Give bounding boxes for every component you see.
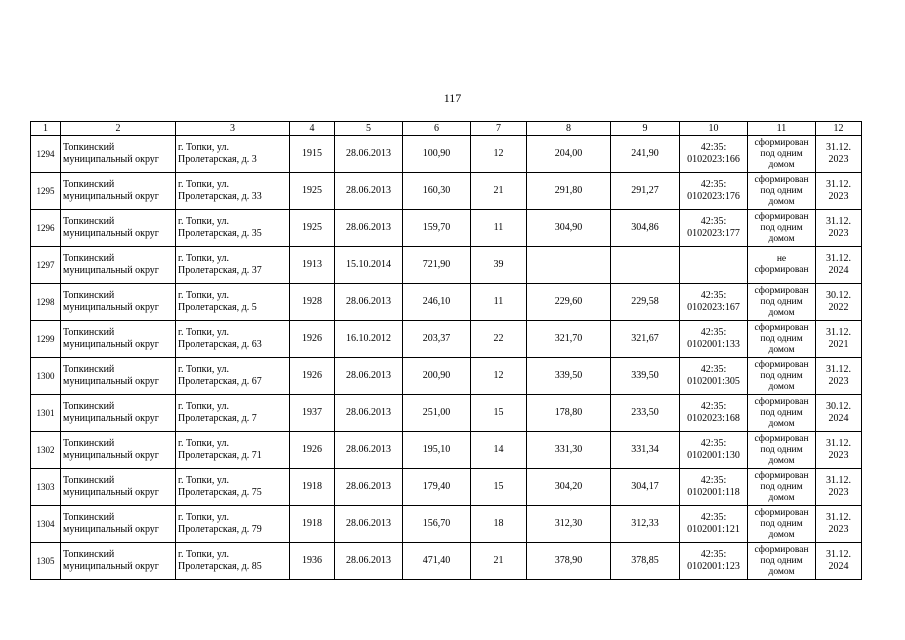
address-cell: г. Топки, ул. Пролетарская, д. 37 bbox=[176, 247, 290, 284]
table-body bbox=[31, 122, 862, 580]
column-number: 1 bbox=[31, 122, 61, 136]
address-cell: г. Топки, ул. Пролетарская, д. 71 bbox=[176, 432, 290, 469]
apartments-count-cell: 11 bbox=[471, 284, 527, 321]
deadline-cell: 31.12. 2024 bbox=[816, 247, 862, 284]
cadastral-number-cell bbox=[680, 247, 748, 284]
registration-date-cell: 28.06.2013 bbox=[335, 136, 403, 173]
column-number: 11 bbox=[748, 122, 816, 136]
common-area-cell bbox=[611, 247, 680, 284]
apartments-count-cell: 18 bbox=[471, 506, 527, 543]
district-cell: Топкинский муниципальный округ bbox=[61, 136, 176, 173]
living-area-cell: 304,20 bbox=[527, 469, 611, 506]
living-area-cell: 321,70 bbox=[527, 321, 611, 358]
cadastral-number-cell: 42:35: 0102001:123 bbox=[680, 543, 748, 580]
cadastral-number-cell: 42:35: 0102023:168 bbox=[680, 395, 748, 432]
table-row bbox=[31, 210, 862, 247]
year-built-cell: 1918 bbox=[290, 469, 335, 506]
registration-date-cell: 28.06.2013 bbox=[335, 358, 403, 395]
common-area-cell: 233,50 bbox=[611, 395, 680, 432]
year-built-cell: 1925 bbox=[290, 210, 335, 247]
deadline-cell: 30.12. 2024 bbox=[816, 395, 862, 432]
year-built-cell: 1936 bbox=[290, 543, 335, 580]
district-cell: Топкинский муниципальный округ bbox=[61, 321, 176, 358]
district-cell: Топкинский муниципальный округ bbox=[61, 210, 176, 247]
address-cell: г. Топки, ул. Пролетарская, д. 7 bbox=[176, 395, 290, 432]
total-area-cell: 246,10 bbox=[403, 284, 471, 321]
apartments-count-cell: 14 bbox=[471, 432, 527, 469]
year-built-cell: 1915 bbox=[290, 136, 335, 173]
registration-date-cell: 15.10.2014 bbox=[335, 247, 403, 284]
table-row bbox=[31, 395, 862, 432]
living-area-cell bbox=[527, 247, 611, 284]
land-plot-status-cell: сформирован под одним домом bbox=[748, 321, 816, 358]
address-cell: г. Топки, ул. Пролетарская, д. 85 bbox=[176, 543, 290, 580]
total-area-cell: 100,90 bbox=[403, 136, 471, 173]
table-row bbox=[31, 284, 862, 321]
cadastral-number-cell: 42:35: 0102023:177 bbox=[680, 210, 748, 247]
cadastral-number-cell: 42:35: 0102001:133 bbox=[680, 321, 748, 358]
column-number: 8 bbox=[527, 122, 611, 136]
table-row bbox=[31, 469, 862, 506]
land-plot-status-cell: сформирован под одним домом bbox=[748, 543, 816, 580]
living-area-cell: 339,50 bbox=[527, 358, 611, 395]
column-number: 10 bbox=[680, 122, 748, 136]
registration-date-cell: 16.10.2012 bbox=[335, 321, 403, 358]
table-row bbox=[31, 506, 862, 543]
land-plot-status-cell: сформирован под одним домом bbox=[748, 210, 816, 247]
total-area-cell: 721,90 bbox=[403, 247, 471, 284]
registration-date-cell: 28.06.2013 bbox=[335, 543, 403, 580]
cadastral-number-cell: 42:35: 0102023:166 bbox=[680, 136, 748, 173]
land-plot-status-cell: сформирован под одним домом bbox=[748, 173, 816, 210]
land-plot-status-cell: сформирован под одним домом bbox=[748, 136, 816, 173]
district-cell: Топкинский муниципальный округ bbox=[61, 432, 176, 469]
living-area-cell: 331,30 bbox=[527, 432, 611, 469]
year-built-cell: 1937 bbox=[290, 395, 335, 432]
row-number-cell: 1304 bbox=[31, 506, 61, 543]
living-area-cell: 229,60 bbox=[527, 284, 611, 321]
column-number-row bbox=[31, 122, 862, 136]
address-cell: г. Топки, ул. Пролетарская, д. 33 bbox=[176, 173, 290, 210]
total-area-cell: 200,90 bbox=[403, 358, 471, 395]
common-area-cell: 304,17 bbox=[611, 469, 680, 506]
year-built-cell: 1918 bbox=[290, 506, 335, 543]
deadline-cell: 31.12. 2023 bbox=[816, 469, 862, 506]
common-area-cell: 321,67 bbox=[611, 321, 680, 358]
row-number-cell: 1294 bbox=[31, 136, 61, 173]
cadastral-number-cell: 42:35: 0102001:130 bbox=[680, 432, 748, 469]
registration-date-cell: 28.06.2013 bbox=[335, 432, 403, 469]
living-area-cell: 378,90 bbox=[527, 543, 611, 580]
cadastral-number-cell: 42:35: 0102001:118 bbox=[680, 469, 748, 506]
table-row bbox=[31, 321, 862, 358]
row-number-cell: 1301 bbox=[31, 395, 61, 432]
column-number: 9 bbox=[611, 122, 680, 136]
column-number: 6 bbox=[403, 122, 471, 136]
cadastral-number-cell: 42:35: 0102023:176 bbox=[680, 173, 748, 210]
apartments-count-cell: 12 bbox=[471, 358, 527, 395]
district-cell: Топкинский муниципальный округ bbox=[61, 247, 176, 284]
deadline-cell: 31.12. 2023 bbox=[816, 358, 862, 395]
cadastral-number-cell: 42:35: 0102023:167 bbox=[680, 284, 748, 321]
total-area-cell: 179,40 bbox=[403, 469, 471, 506]
district-cell: Топкинский муниципальный округ bbox=[61, 395, 176, 432]
total-area-cell: 195,10 bbox=[403, 432, 471, 469]
address-cell: г. Топки, ул. Пролетарская, д. 3 bbox=[176, 136, 290, 173]
deadline-cell: 31.12. 2023 bbox=[816, 506, 862, 543]
living-area-cell: 304,90 bbox=[527, 210, 611, 247]
row-number-cell: 1302 bbox=[31, 432, 61, 469]
column-number: 2 bbox=[61, 122, 176, 136]
year-built-cell: 1913 bbox=[290, 247, 335, 284]
address-cell: г. Топки, ул. Пролетарская, д. 35 bbox=[176, 210, 290, 247]
apartments-count-cell: 21 bbox=[471, 543, 527, 580]
district-cell: Топкинский муниципальный округ bbox=[61, 543, 176, 580]
land-plot-status-cell: сформирован под одним домом bbox=[748, 395, 816, 432]
row-number-cell: 1300 bbox=[31, 358, 61, 395]
column-number: 12 bbox=[816, 122, 862, 136]
address-cell: г. Топки, ул. Пролетарская, д. 79 bbox=[176, 506, 290, 543]
registration-date-cell: 28.06.2013 bbox=[335, 395, 403, 432]
deadline-cell: 30.12. 2022 bbox=[816, 284, 862, 321]
registration-date-cell: 28.06.2013 bbox=[335, 210, 403, 247]
table-row bbox=[31, 432, 862, 469]
land-plot-status-cell: сформирован под одним домом bbox=[748, 469, 816, 506]
land-plot-status-cell: сформирован под одним домом bbox=[748, 284, 816, 321]
row-number-cell: 1299 bbox=[31, 321, 61, 358]
total-area-cell: 471,40 bbox=[403, 543, 471, 580]
cadastral-number-cell: 42:35: 0102001:305 bbox=[680, 358, 748, 395]
district-cell: Топкинский муниципальный округ bbox=[61, 506, 176, 543]
address-cell: г. Топки, ул. Пролетарская, д. 75 bbox=[176, 469, 290, 506]
cadastral-number-cell: 42:35: 0102001:121 bbox=[680, 506, 748, 543]
year-built-cell: 1926 bbox=[290, 432, 335, 469]
common-area-cell: 312,33 bbox=[611, 506, 680, 543]
district-cell: Топкинский муниципальный округ bbox=[61, 358, 176, 395]
living-area-cell: 178,80 bbox=[527, 395, 611, 432]
apartments-count-cell: 22 bbox=[471, 321, 527, 358]
registration-date-cell: 28.06.2013 bbox=[335, 469, 403, 506]
row-number-cell: 1297 bbox=[31, 247, 61, 284]
common-area-cell: 229,58 bbox=[611, 284, 680, 321]
living-area-cell: 312,30 bbox=[527, 506, 611, 543]
row-number-cell: 1295 bbox=[31, 173, 61, 210]
page-number: 117 bbox=[443, 91, 462, 105]
common-area-cell: 304,86 bbox=[611, 210, 680, 247]
deadline-cell: 31.12. 2023 bbox=[816, 173, 862, 210]
total-area-cell: 156,70 bbox=[403, 506, 471, 543]
common-area-cell: 241,90 bbox=[611, 136, 680, 173]
land-plot-status-cell: сформирован под одним домом bbox=[748, 506, 816, 543]
year-built-cell: 1925 bbox=[290, 173, 335, 210]
column-number: 7 bbox=[471, 122, 527, 136]
district-cell: Топкинский муниципальный округ bbox=[61, 469, 176, 506]
living-area-cell: 204,00 bbox=[527, 136, 611, 173]
column-number: 5 bbox=[335, 122, 403, 136]
common-area-cell: 378,85 bbox=[611, 543, 680, 580]
living-area-cell: 291,80 bbox=[527, 173, 611, 210]
total-area-cell: 159,70 bbox=[403, 210, 471, 247]
apartments-count-cell: 15 bbox=[471, 395, 527, 432]
column-number: 3 bbox=[176, 122, 290, 136]
deadline-cell: 31.12. 2021 bbox=[816, 321, 862, 358]
deadline-cell: 31.12. 2023 bbox=[816, 432, 862, 469]
address-cell: г. Топки, ул. Пролетарская, д. 63 bbox=[176, 321, 290, 358]
row-number-cell: 1305 bbox=[31, 543, 61, 580]
table-row bbox=[31, 358, 862, 395]
total-area-cell: 203,37 bbox=[403, 321, 471, 358]
table-row bbox=[31, 173, 862, 210]
row-number-cell: 1298 bbox=[31, 284, 61, 321]
total-area-cell: 251,00 bbox=[403, 395, 471, 432]
apartments-count-cell: 15 bbox=[471, 469, 527, 506]
row-number-cell: 1296 bbox=[31, 210, 61, 247]
table-row bbox=[31, 247, 862, 284]
common-area-cell: 291,27 bbox=[611, 173, 680, 210]
apartments-count-cell: 39 bbox=[471, 247, 527, 284]
apartments-count-cell: 11 bbox=[471, 210, 527, 247]
registration-date-cell: 28.06.2013 bbox=[335, 506, 403, 543]
registry-table bbox=[30, 121, 862, 580]
registration-date-cell: 28.06.2013 bbox=[335, 284, 403, 321]
deadline-cell: 31.12. 2024 bbox=[816, 543, 862, 580]
row-number-cell: 1303 bbox=[31, 469, 61, 506]
deadline-cell: 31.12. 2023 bbox=[816, 136, 862, 173]
land-plot-status-cell: сформирован под одним домом bbox=[748, 432, 816, 469]
table-row bbox=[31, 543, 862, 580]
table-row bbox=[31, 136, 862, 173]
address-cell: г. Топки, ул. Пролетарская, д. 67 bbox=[176, 358, 290, 395]
district-cell: Топкинский муниципальный округ bbox=[61, 173, 176, 210]
total-area-cell: 160,30 bbox=[403, 173, 471, 210]
column-number: 4 bbox=[290, 122, 335, 136]
common-area-cell: 331,34 bbox=[611, 432, 680, 469]
district-cell: Топкинский муниципальный округ bbox=[61, 284, 176, 321]
apartments-count-cell: 21 bbox=[471, 173, 527, 210]
deadline-cell: 31.12. 2023 bbox=[816, 210, 862, 247]
registration-date-cell: 28.06.2013 bbox=[335, 173, 403, 210]
year-built-cell: 1928 bbox=[290, 284, 335, 321]
common-area-cell: 339,50 bbox=[611, 358, 680, 395]
year-built-cell: 1926 bbox=[290, 358, 335, 395]
year-built-cell: 1926 bbox=[290, 321, 335, 358]
apartments-count-cell: 12 bbox=[471, 136, 527, 173]
land-plot-status-cell: не сформирован bbox=[748, 247, 816, 284]
land-plot-status-cell: сформирован под одним домом bbox=[748, 358, 816, 395]
address-cell: г. Топки, ул. Пролетарская, д. 5 bbox=[176, 284, 290, 321]
